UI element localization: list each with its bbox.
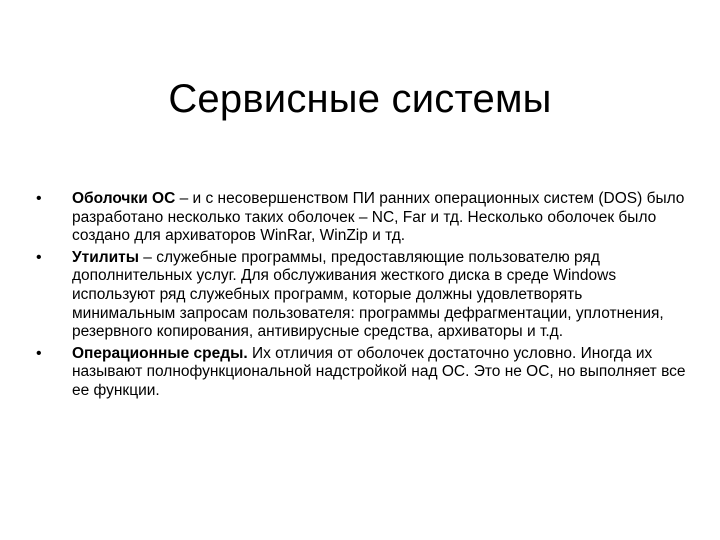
bullet-text: – и с несовершенством ПИ ранних операционных систем (DOS) было разработано несколько таких оболочек – NC, Far и тд. Несколько оболочек было создано для архиваторов WinRar, WinZip и тд. — [72, 190, 685, 245]
bullet-list — [36, 190, 686, 404]
bullet-marker-icon: • — [36, 190, 42, 207]
bullet-marker-icon: • — [36, 248, 42, 266]
bullet-item-environments — [36, 345, 686, 401]
bullet-term: Оболочки ОС — [72, 190, 176, 207]
bullet-term: Операционные среды. — [72, 344, 248, 362]
bullet-item-utilities — [36, 249, 686, 342]
bullet-text: Их отличия от оболочек достаточно условно. Иногда их называют полнофункциональной надстройкой над ОС. Это не ОС, но выполняет все ее функции. — [72, 344, 686, 399]
bullet-term: Утилиты — [72, 248, 139, 266]
bullet-marker-icon: • — [36, 344, 42, 362]
bullet-text: – служебные программы, предоставляющие пользователю ряд дополнительных услуг. Для обслуживания жесткого диска в среде Windows используют ряд служебных программ, которые должны удовлетворять минимальным запросам пользователя: программы дефрагментации, уплотнения, резервного копирования, антивирусные средства, архиваторы и т.д. — [72, 248, 664, 341]
bullet-item-shells — [36, 190, 686, 246]
slide-title: Сервисные системы — [168, 76, 552, 121]
